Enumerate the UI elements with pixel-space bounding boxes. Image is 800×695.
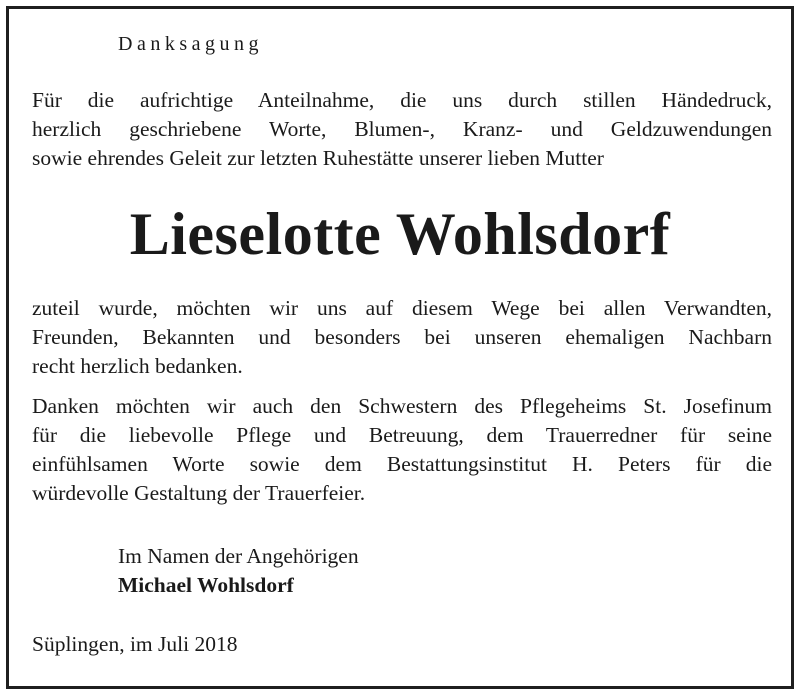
thanks-line: Danken möchten wir auch den Schwestern des Pflegeheims St. Josefinum	[32, 394, 772, 418]
thanks-line: würdevolle Gestaltung der Trauerfeier.	[32, 481, 366, 505]
thanks-line: einfühlsamen Worte sowie dem Bestattungsinstitut H. Peters für die	[32, 452, 772, 476]
notice-heading: Danksagung	[118, 33, 263, 55]
deceased-name: Lieselotte Wohlsdorf	[129, 201, 671, 267]
intro-line: herzlich geschriebene Worte, Blumen-, Kranz- und Geldzuwendungen	[32, 117, 772, 141]
on-behalf-text: Im Namen der Angehörigen	[118, 544, 359, 568]
body-line: recht herzlich bedanken.	[32, 354, 243, 378]
intro-line: sowie ehrendes Geleit zur letzten Ruhestätte unserer lieben Mutter	[32, 146, 604, 170]
thanks-line: für die liebevolle Pflege und Betreuung, dem Trauerredner für seine	[32, 423, 772, 447]
intro-line: Für die aufrichtige Anteilnahme, die uns durch stillen Händedruck,	[32, 88, 772, 112]
thanks-paragraph	[32, 392, 772, 508]
body-paragraph	[32, 294, 772, 381]
intro-paragraph	[32, 86, 772, 173]
body-line: zuteil wurde, möchten wir uns auf diesem Wege bei allen Verwandten,	[32, 296, 772, 320]
closing-block	[118, 542, 359, 600]
body-line: Freunden, Bekannten und besonders bei unseren ehemaligen Nachbarn	[32, 325, 772, 349]
signer-name: Michael Wohlsdorf	[118, 573, 294, 597]
place-date: Süplingen, im Juli 2018	[32, 632, 238, 656]
